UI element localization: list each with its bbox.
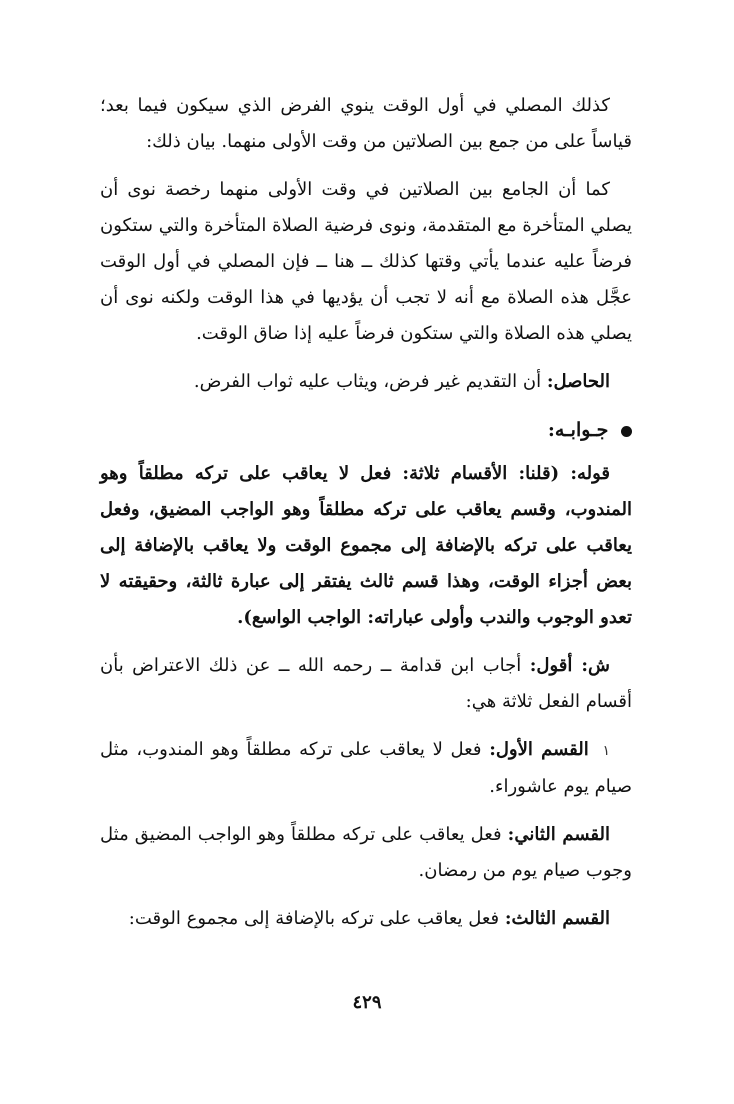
paragraph-analogy: كذلك المصلي في أول الوقت ينوي الفرض الذي سيكون فيما بعد؛ قياساً على من جمع بين الصلاتين من وقت الأولى منهما. بيان ذلك: (100, 95, 632, 152)
page-number: ٤٢٩ (352, 992, 382, 1013)
paragraph-explanation: كما أن الجامع بين الصلاتين في وقت الأولى منهما رخصة نوى أن يصلي المتأخرة مع المتقدمة، ونوى فرضية الصلاة المتأخرة والتي ستكون فرضاً عليه عندما يأتي وقتها كذلك ــ هنا ــ فإن المصلي في أول الوقت عجَّل هذه الصلاة مع أنه لا تجب أن يؤديها في هذا الوقت ولكنه نوى أن يصلي هذه الصلاة والتي ستكون فرضاً عليه إذا ضاق الوقت. (100, 179, 632, 344)
section-two-label: القسم الثاني: (507, 824, 610, 845)
conclusion-text: أن التقديم غير فرض، ويثاب عليه ثواب الفرض. (193, 371, 542, 392)
section-one-text: فعل لا يعاقب على تركه مطلقاً وهو المندوب، مثل صيام يوم عاشوراء. (100, 739, 632, 797)
section-one-label: القسم الأول: (489, 739, 589, 760)
margin-mark: ١ (602, 743, 610, 759)
section-two-text: فعل يعاقب على تركه مطلقاً وهو الواجب المضيق مثل وجوب صيام يوم من رمضان. (100, 824, 632, 881)
section-three-label: القسم الثالث: (504, 908, 610, 929)
bullet-icon (621, 426, 632, 437)
paragraph-section-one (100, 732, 632, 805)
answer-heading-text: جـوابـه: (547, 419, 609, 441)
paragraph-quoted-text: قوله: (قلنا: الأقسام ثلاثة: فعل لا يعاقب على تركه مطلقاً وهو المندوب، وقسم يعاقب على تركه مطلقاً وهو الواجب المضيق، وفعل يعاقب على تركه بالإضافة إلى مجموع الوقت ولا يعاقب بالإضافة إلى بعض أجزاء الوقت، وهذا قسم ثالث يفتقر إلى عبارة ثالثة، وحقيقته لا تعدو الوجوب والندب وأولى عباراته: الواجب الواسع). (100, 463, 632, 628)
commentary-label: ش: أقول: (529, 655, 610, 676)
paragraph-commentary (100, 648, 632, 720)
paragraph-section-three (100, 901, 632, 937)
commentary-text: أجاب ابن قدامة ــ رحمه الله ــ عن ذلك الاعتراض بأن أقسام الفعل ثلاثة هي: (100, 655, 632, 712)
conclusion-label: الحاصل: (546, 371, 610, 392)
answer-heading (100, 412, 632, 448)
page-body (100, 88, 632, 949)
paragraph-conclusion (100, 364, 632, 400)
paragraph-section-two (100, 817, 632, 889)
section-three-text: فعل يعاقب على تركه بالإضافة إلى مجموع الوقت: (128, 908, 500, 929)
